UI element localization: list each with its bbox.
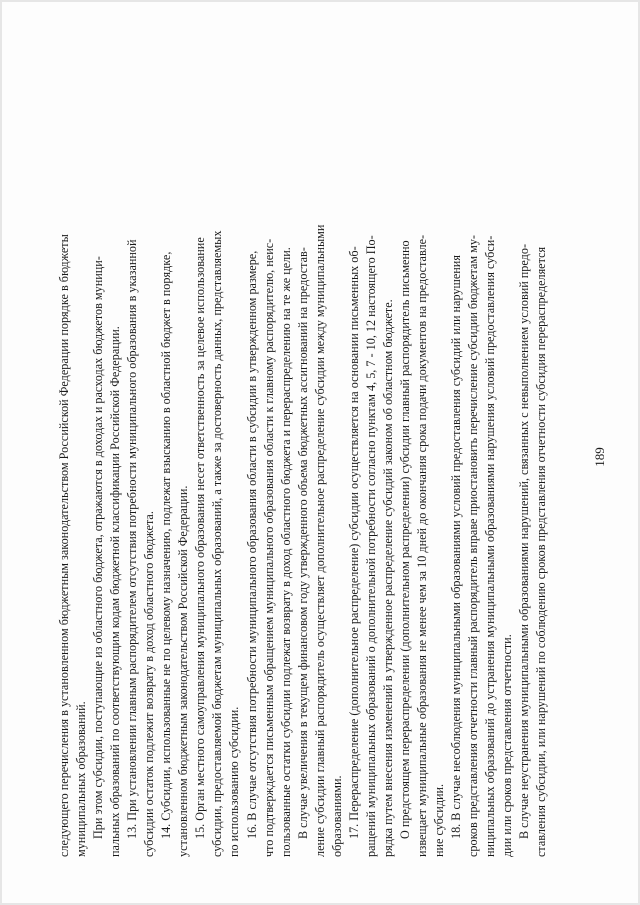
text-line: дии или сроков представления отчетности. [500, 634, 515, 857]
text-line: ставления субсидии, или нарушений по соблюдению сроков представления отчетности субсидия перераспределяется [534, 246, 549, 857]
text-line: О предстоящем перераспределении (дополнительном распределении) субсидии главный распорядитель письменно [397, 240, 412, 839]
text-line: 18. В случае несоблюдения муниципальными образованиями условий предоставления субсидий или нарушения [449, 255, 464, 839]
text-line: рядка путем внесения изменений в утвержденное распределение субсидий законом об областном бюджете. [380, 299, 395, 857]
text-line: 15. Орган местного самоуправления муниципального образования несет ответственность за целевое использование [193, 237, 208, 839]
text-line: В случае неустранения муниципальными образованиями нарушений, связанных с невыполнением условий предо- [517, 243, 532, 839]
text-line: субсидии, предоставляемой бюджетам муниципальных образований, а также за достоверность данных, представляемых [210, 230, 225, 857]
text-line: В случае увеличения в текущем финансовом году утвержденного объема бюджетных ассигнований на предостав- [295, 247, 310, 839]
text-line: сроков представления отчетности главный распорядитель вправе приостановить перечисление субсидии бюджетам му- [466, 235, 481, 857]
text-line: При этом субсидии, поступающие из областного бюджета, отражаются в доходах и расходах бюджетов муници- [91, 256, 106, 839]
text-line: ние субсидии. [432, 783, 447, 857]
text-line: муниципальных образований. [74, 701, 89, 857]
text-line: пользованные остатки субсидии подлежат возврату в доход областного бюджета и перераспределению на те же цели. [278, 247, 293, 857]
text-line: установленном бюджетным законодательством Российской Федерации. [176, 485, 191, 857]
text-line: 13. При установлении главным распорядителем отсутствия потребности муниципального образования в указанной [125, 239, 140, 839]
text-line: образованиями. [329, 775, 344, 857]
text-line: следующего перечисления в установленном бюджетным законодательством Российской Федерации порядке в бюджеты [57, 234, 71, 857]
rotated-page-content [56, 57, 616, 857]
text-line: ращений муниципальных образований о дополнительной потребности согласно пунктам 4, 5, 7 - 10, 12 настоящего По- [363, 235, 378, 857]
text-line: что подтверждается письменным обращением муниципального образования области к главному распорядителю, неис- [261, 238, 276, 857]
text-line: пальных образований по соответствующим кодам бюджетной классификации Российской Федерации. [108, 326, 123, 857]
text-line: 14. Субсидии, использованные не по целевому назначению, подлежат взысканию в областной бюджет в порядке, [159, 251, 174, 839]
page-number: 189 [592, 447, 607, 467]
text-line: ление субсидии главный распорядитель осуществляет дополнительное распределение субсидии между муниципальными [312, 224, 327, 857]
text-line: 17. Перераспределение (дополнительное распределение) субсидии осуществляется на основании письменных об- [346, 246, 361, 839]
text-line: по использованию субсидии. [227, 706, 242, 857]
text-line: извещает муниципальные образования не менее чем за 10 дней до окончания срока подачи документов на предоставле- [414, 234, 429, 857]
text-line: ниципальных образований до устранения муниципальными образованиями нарушения условий предоставления субси- [483, 235, 498, 857]
text-line: субсидии остаток подлежит возврату в доход областного бюджета. [142, 511, 157, 857]
text-line: 16. В случае отсутствия потребности муниципального образования области в субсидии в утвержденном размере, [244, 250, 259, 839]
body-text [56, 57, 550, 857]
